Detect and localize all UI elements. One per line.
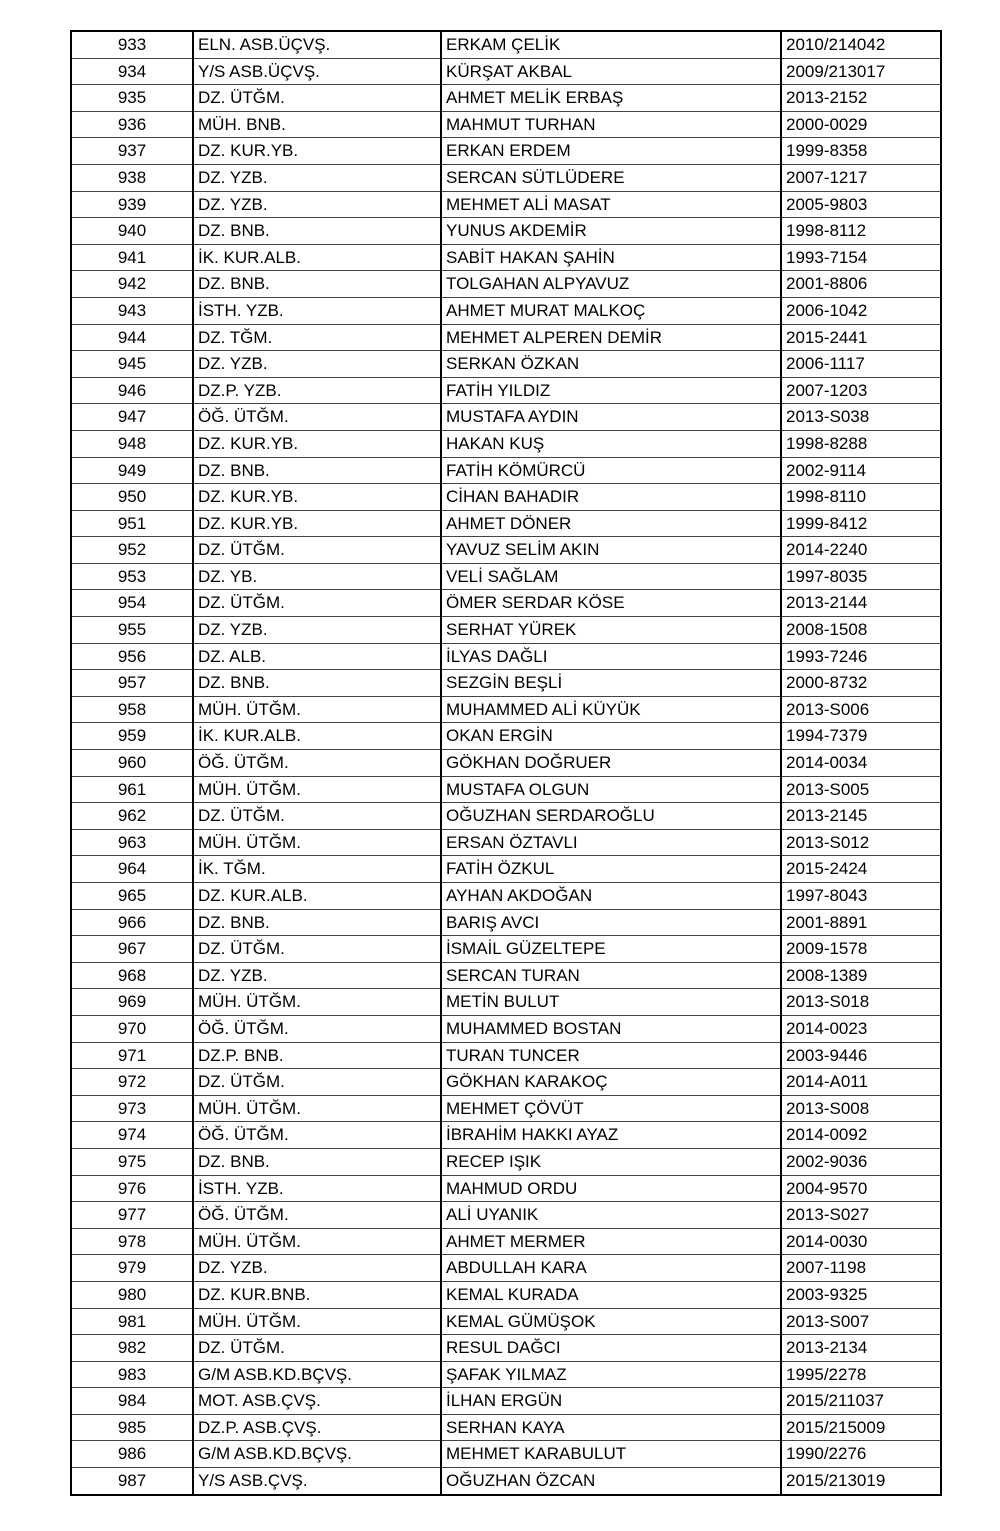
rank-cell: İSTH. YZB. [193,297,441,324]
registry-cell: 2013-S038 [781,404,941,431]
rank-cell: DZ.P. YZB. [193,377,441,404]
rank-cell: DZ. BNB. [193,218,441,245]
row-number: 933 [71,31,193,58]
registry-cell: 2003-9446 [781,1042,941,1069]
name-cell: ERKAN ERDEM [441,138,781,165]
table-row [71,271,941,298]
registry-cell: 2014-0092 [781,1122,941,1149]
registry-cell: 2013-S008 [781,1095,941,1122]
registry-cell: 2015/215009 [781,1414,941,1441]
rank-cell: DZ. TĞM. [193,324,441,351]
name-cell: BARIŞ AVCI [441,909,781,936]
name-cell: SERKAN ÖZKAN [441,351,781,378]
rank-cell: DZ. KUR.ALB. [193,883,441,910]
row-number: 982 [71,1335,193,1362]
table-row [71,404,941,431]
table-row [71,962,941,989]
name-cell: MEHMET ÇÖVÜT [441,1095,781,1122]
table-row [71,829,941,856]
name-cell: OĞUZHAN ÖZCAN [441,1468,781,1495]
registry-cell: 2000-8732 [781,670,941,697]
registry-cell: 2009-1578 [781,936,941,963]
table-row [71,1228,941,1255]
name-cell: İSMAİL GÜZELTEPE [441,936,781,963]
rank-cell: DZ. BNB. [193,271,441,298]
table-row [71,1255,941,1282]
rank-cell: Y/S ASB.ÜÇVŞ. [193,58,441,85]
rank-cell: DZ. BNB. [193,670,441,697]
rank-cell: ÖĞ. ÜTĞM. [193,404,441,431]
table-row [71,111,941,138]
name-cell: KEMAL KURADA [441,1281,781,1308]
table-row [71,696,941,723]
rank-cell: G/M ASB.KD.BÇVŞ. [193,1361,441,1388]
registry-cell: 2006-1042 [781,297,941,324]
table-row [71,1015,941,1042]
name-cell: RESUL DAĞCI [441,1335,781,1362]
rank-cell: ÖĞ. ÜTĞM. [193,1202,441,1229]
registry-cell: 2013-S018 [781,989,941,1016]
name-cell: MUHAMMED ALİ KÜYÜK [441,696,781,723]
row-number: 969 [71,989,193,1016]
name-cell: MUSTAFA OLGUN [441,776,781,803]
table-body [71,31,941,1495]
rank-cell: ÖĞ. ÜTĞM. [193,1122,441,1149]
name-cell: METİN BULUT [441,989,781,1016]
registry-cell: 2013-S007 [781,1308,941,1335]
rank-cell: DZ. KUR.YB. [193,510,441,537]
rank-cell: DZ. ÜTĞM. [193,1069,441,1096]
name-cell: İBRAHİM HAKKI AYAZ [441,1122,781,1149]
rank-cell: ELN. ASB.ÜÇVŞ. [193,31,441,58]
table-row [71,670,941,697]
table-row [71,1175,941,1202]
row-number: 960 [71,750,193,777]
rank-cell: DZ. KUR.YB. [193,430,441,457]
rank-cell: DZ. ÜTĞM. [193,1335,441,1362]
registry-cell: 2001-8891 [781,909,941,936]
rank-cell: MÜH. ÜTĞM. [193,1228,441,1255]
registry-cell: 2014-0030 [781,1228,941,1255]
row-number: 964 [71,856,193,883]
name-cell: SABİT HAKAN ŞAHİN [441,244,781,271]
registry-cell: 2001-8806 [781,271,941,298]
row-number: 959 [71,723,193,750]
rank-cell: ÖĞ. ÜTĞM. [193,750,441,777]
registry-cell: 2005-9803 [781,191,941,218]
table-row [71,58,941,85]
row-number: 983 [71,1361,193,1388]
row-number: 987 [71,1468,193,1495]
rank-cell: Y/S ASB.ÇVŞ. [193,1468,441,1495]
registry-cell: 2008-1508 [781,617,941,644]
rank-cell: İK. TĞM. [193,856,441,883]
table-row [71,218,941,245]
registry-cell: 2003-9325 [781,1281,941,1308]
table-row [71,1361,941,1388]
registry-cell: 2015/213019 [781,1468,941,1495]
rank-cell: DZ. ÜTĞM. [193,537,441,564]
name-cell: HAKAN KUŞ [441,430,781,457]
rank-cell: DZ. ÜTĞM. [193,85,441,112]
registry-cell: 2013-2145 [781,803,941,830]
rank-cell: DZ. YZB. [193,351,441,378]
registry-cell: 2013-S005 [781,776,941,803]
table-row [71,138,941,165]
name-cell: AHMET DÖNER [441,510,781,537]
registry-cell: 1993-7154 [781,244,941,271]
rank-cell: DZ. ÜTĞM. [193,803,441,830]
table-row [71,1414,941,1441]
table-row [71,617,941,644]
table-row [71,191,941,218]
registry-cell: 2013-2134 [781,1335,941,1362]
registry-cell: 2013-S006 [781,696,941,723]
rank-cell: DZ. YZB. [193,617,441,644]
registry-cell: 2013-S012 [781,829,941,856]
name-cell: SERCAN SÜTLÜDERE [441,164,781,191]
name-cell: SERHAT YÜREK [441,617,781,644]
rank-cell: DZ. YZB. [193,962,441,989]
table-row [71,31,941,58]
rank-cell: DZ.P. ASB.ÇVŞ. [193,1414,441,1441]
name-cell: AHMET MURAT MALKOÇ [441,297,781,324]
rank-cell: MOT. ASB.ÇVŞ. [193,1388,441,1415]
table-row [71,164,941,191]
name-cell: ŞAFAK YILMAZ [441,1361,781,1388]
registry-cell: 2015/211037 [781,1388,941,1415]
table-row [71,1122,941,1149]
rank-cell: DZ. ÜTĞM. [193,936,441,963]
row-number: 978 [71,1228,193,1255]
row-number: 958 [71,696,193,723]
table-row [71,1148,941,1175]
row-number: 950 [71,484,193,511]
rank-cell: DZ.P. BNB. [193,1042,441,1069]
name-cell: ÖMER SERDAR KÖSE [441,590,781,617]
table-row [71,1388,941,1415]
table-row [71,750,941,777]
rank-cell: DZ. YZB. [193,1255,441,1282]
name-cell: GÖKHAN DOĞRUER [441,750,781,777]
row-number: 957 [71,670,193,697]
row-number: 945 [71,351,193,378]
table-row [71,244,941,271]
registry-cell: 1999-8412 [781,510,941,537]
table-row [71,537,941,564]
registry-cell: 2013-2152 [781,85,941,112]
row-number: 984 [71,1388,193,1415]
table-row [71,297,941,324]
rank-cell: İK. KUR.ALB. [193,244,441,271]
table-row [71,484,941,511]
name-cell: AYHAN AKDOĞAN [441,883,781,910]
table-row [71,776,941,803]
name-cell: MEHMET ALİ MASAT [441,191,781,218]
registry-cell: 2007-1203 [781,377,941,404]
registry-cell: 2002-9114 [781,457,941,484]
table-row [71,803,941,830]
registry-cell: 1990/2276 [781,1441,941,1468]
registry-cell: 1995/2278 [781,1361,941,1388]
registry-cell: 2013-2144 [781,590,941,617]
table-row [71,351,941,378]
registry-cell: 2014-A011 [781,1069,941,1096]
table-row [71,1202,941,1229]
row-number: 948 [71,430,193,457]
table-row [71,1042,941,1069]
table-row [71,1308,941,1335]
name-cell: KEMAL GÜMÜŞOK [441,1308,781,1335]
registry-cell: 1999-8358 [781,138,941,165]
name-cell: MAHMUD ORDU [441,1175,781,1202]
name-cell: TOLGAHAN ALPYAVUZ [441,271,781,298]
registry-cell: 2015-2441 [781,324,941,351]
row-number: 951 [71,510,193,537]
row-number: 944 [71,324,193,351]
table-row [71,909,941,936]
row-number: 935 [71,85,193,112]
table-row [71,1335,941,1362]
row-number: 954 [71,590,193,617]
row-number: 979 [71,1255,193,1282]
registry-cell: 1998-8110 [781,484,941,511]
registry-cell: 2009/213017 [781,58,941,85]
row-number: 961 [71,776,193,803]
rank-cell: MÜH. ÜTĞM. [193,989,441,1016]
registry-cell: 2008-1389 [781,962,941,989]
row-number: 973 [71,1095,193,1122]
name-cell: ERKAM ÇELİK [441,31,781,58]
name-cell: ERSAN ÖZTAVLI [441,829,781,856]
row-number: 963 [71,829,193,856]
rank-cell: DZ. BNB. [193,457,441,484]
name-cell: KÜRŞAT AKBAL [441,58,781,85]
row-number: 941 [71,244,193,271]
name-cell: FATİH ÖZKUL [441,856,781,883]
name-cell: ABDULLAH KARA [441,1255,781,1282]
row-number: 940 [71,218,193,245]
rank-cell: İSTH. YZB. [193,1175,441,1202]
registry-cell: 1998-8288 [781,430,941,457]
name-cell: SERHAN KAYA [441,1414,781,1441]
rank-cell: MÜH. ÜTĞM. [193,776,441,803]
rank-cell: DZ. BNB. [193,1148,441,1175]
name-cell: ALİ UYANIK [441,1202,781,1229]
table-row [71,1468,941,1495]
table-row [71,1095,941,1122]
name-cell: OKAN ERGİN [441,723,781,750]
rank-cell: DZ. YZB. [193,191,441,218]
row-number: 937 [71,138,193,165]
row-number: 975 [71,1148,193,1175]
row-number: 962 [71,803,193,830]
registry-cell: 1994-7379 [781,723,941,750]
row-number: 956 [71,643,193,670]
registry-cell: 2014-0034 [781,750,941,777]
row-number: 981 [71,1308,193,1335]
rank-cell: DZ. ÜTĞM. [193,590,441,617]
row-number: 942 [71,271,193,298]
registry-cell: 2007-1198 [781,1255,941,1282]
name-cell: TURAN TUNCER [441,1042,781,1069]
name-cell: VELİ SAĞLAM [441,563,781,590]
name-cell: RECEP IŞIK [441,1148,781,1175]
rank-cell: ÖĞ. ÜTĞM. [193,1015,441,1042]
table-row [71,883,941,910]
row-number: 965 [71,883,193,910]
table-row [71,590,941,617]
registry-cell: 2007-1217 [781,164,941,191]
row-number: 953 [71,563,193,590]
row-number: 934 [71,58,193,85]
row-number: 968 [71,962,193,989]
name-cell: CİHAN BAHADIR [441,484,781,511]
name-cell: AHMET MERMER [441,1228,781,1255]
rank-cell: DZ. ALB. [193,643,441,670]
row-number: 949 [71,457,193,484]
table-row [71,1281,941,1308]
row-number: 967 [71,936,193,963]
rank-cell: DZ. BNB. [193,909,441,936]
row-number: 952 [71,537,193,564]
name-cell: MUSTAFA AYDIN [441,404,781,431]
row-number: 986 [71,1441,193,1468]
rank-cell: MÜH. ÜTĞM. [193,696,441,723]
table-row [71,723,941,750]
table-row [71,989,941,1016]
name-cell: MAHMUT TURHAN [441,111,781,138]
row-number: 972 [71,1069,193,1096]
registry-cell: 1993-7246 [781,643,941,670]
name-cell: YUNUS AKDEMİR [441,218,781,245]
row-number: 976 [71,1175,193,1202]
rank-cell: MÜH. ÜTĞM. [193,1095,441,1122]
table-row [71,563,941,590]
table-row [71,430,941,457]
table-row [71,324,941,351]
rank-cell: G/M ASB.KD.BÇVŞ. [193,1441,441,1468]
rank-cell: DZ. YB. [193,563,441,590]
name-cell: OĞUZHAN SERDAROĞLU [441,803,781,830]
table-row [71,377,941,404]
name-cell: SERCAN TURAN [441,962,781,989]
registry-cell: 2004-9570 [781,1175,941,1202]
registry-cell: 2002-9036 [781,1148,941,1175]
registry-cell: 2015-2424 [781,856,941,883]
rank-cell: MÜH. BNB. [193,111,441,138]
table-row [71,510,941,537]
name-cell: MEHMET KARABULUT [441,1441,781,1468]
table-row [71,85,941,112]
rank-cell: MÜH. ÜTĞM. [193,1308,441,1335]
registry-cell: 2000-0029 [781,111,941,138]
row-number: 970 [71,1015,193,1042]
registry-cell: 2010/214042 [781,31,941,58]
row-number: 985 [71,1414,193,1441]
table-row [71,1069,941,1096]
table-row [71,457,941,484]
name-cell: MUHAMMED BOSTAN [441,1015,781,1042]
table-row [71,856,941,883]
row-number: 947 [71,404,193,431]
row-number: 939 [71,191,193,218]
registry-cell: 2013-S027 [781,1202,941,1229]
row-number: 943 [71,297,193,324]
row-number: 974 [71,1122,193,1149]
registry-cell: 1998-8112 [781,218,941,245]
rank-cell: MÜH. ÜTĞM. [193,829,441,856]
name-cell: SEZGİN BEŞLİ [441,670,781,697]
row-number: 971 [71,1042,193,1069]
rank-cell: DZ. YZB. [193,164,441,191]
rank-cell: DZ. KUR.YB. [193,484,441,511]
name-cell: İLYAS DAĞLI [441,643,781,670]
row-number: 955 [71,617,193,644]
registry-cell: 2006-1117 [781,351,941,378]
row-number: 936 [71,111,193,138]
name-cell: FATİH KÖMÜRCÜ [441,457,781,484]
row-number: 938 [71,164,193,191]
table-row [71,643,941,670]
personnel-table [70,30,942,1496]
row-number: 966 [71,909,193,936]
table-row [71,936,941,963]
name-cell: GÖKHAN KARAKOÇ [441,1069,781,1096]
rank-cell: DZ. KUR.BNB. [193,1281,441,1308]
row-number: 946 [71,377,193,404]
name-cell: İLHAN ERGÜN [441,1388,781,1415]
table-row [71,1441,941,1468]
registry-cell: 2014-0023 [781,1015,941,1042]
registry-cell: 1997-8035 [781,563,941,590]
row-number: 980 [71,1281,193,1308]
rank-cell: İK. KUR.ALB. [193,723,441,750]
name-cell: YAVUZ SELİM AKIN [441,537,781,564]
name-cell: FATİH YILDIZ [441,377,781,404]
name-cell: MEHMET ALPEREN DEMİR [441,324,781,351]
registry-cell: 2014-2240 [781,537,941,564]
registry-cell: 1997-8043 [781,883,941,910]
row-number: 977 [71,1202,193,1229]
rank-cell: DZ. KUR.YB. [193,138,441,165]
name-cell: AHMET MELİK ERBAŞ [441,85,781,112]
